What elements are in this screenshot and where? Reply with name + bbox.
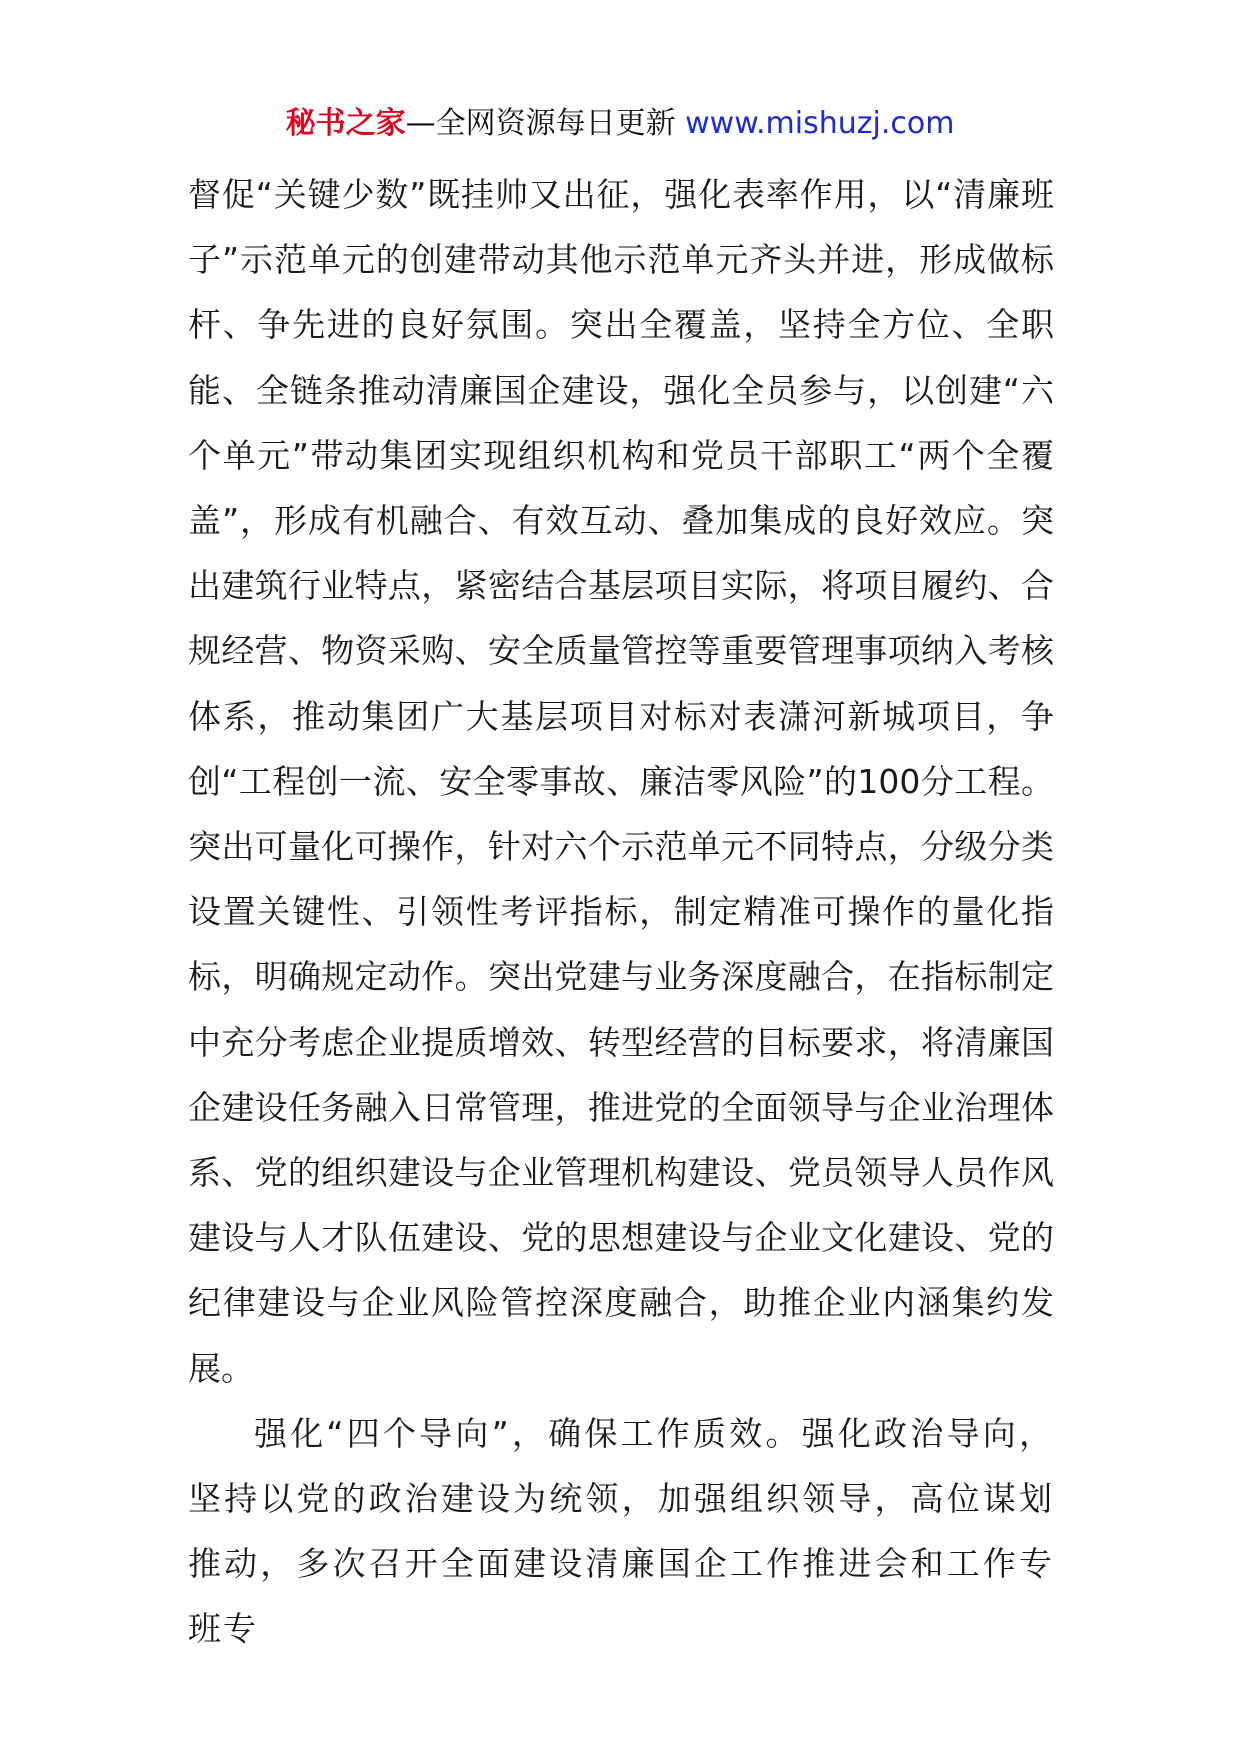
header-brand: 秘书之家 (285, 106, 406, 141)
page-header (0, 104, 1240, 144)
document-body (188, 162, 1054, 1662)
header-tagline: —全网资源每日更新 (405, 106, 676, 141)
paragraph-continued: 督促“关键少数”既挂帅又出征，强化表率作用，以“清廉班子”示范单元的创建带动其他示范单元齐头并进，形成做标杆、争先进的良好氛围。突出全覆盖，坚持全方位、全职能、全链条推动清廉国企建设，强化全员参与，以创建“六个单元”带动集团实现组织机构和党员干部职工“两个全覆盖”，形成有机融合、有效互动、叠加集成的良好效应。突出建筑行业特点，紧密结合基层项目实际，将项目履约、合规经营、物资采购、安全质量管控等重要管理事项纳入考核体系，推动集团广大基层项目对标对表潇河新城项目，争创“工程创一流、安全零事故、廉洁零风险”的100分工程。突出可量化可操作，针对六个示范单元不同特点，分级分类设置关键性、引领性考评指标，制定精准可操作的量化指标，明确规定动作。突出党建与业务深度融合，在指标制定中充分考虑企业提质增效、转型经营的目标要求，将清廉国企建设任务融入日常管理，推进党的全面领导与企业治理体系、党的组织建设与企业管理机构建设、党员领导人员作风建设与人才队伍建设、党的思想建设与企业文化建设、党的纪律建设与企业风险管控深度融合，助推企业内涵集约发展。 (188, 175, 1054, 1388)
paragraph-four-orientations: 强化“四个导向”，确保工作质效。强化政治导向，坚持以党的政治建设为统领，加强组织领导，高位谋划推动，多次召开全面建设清廉国企工作推进会和工作专班专 (188, 1413, 1054, 1649)
header-url-link[interactable]: www.mishuzj.com (685, 106, 955, 141)
